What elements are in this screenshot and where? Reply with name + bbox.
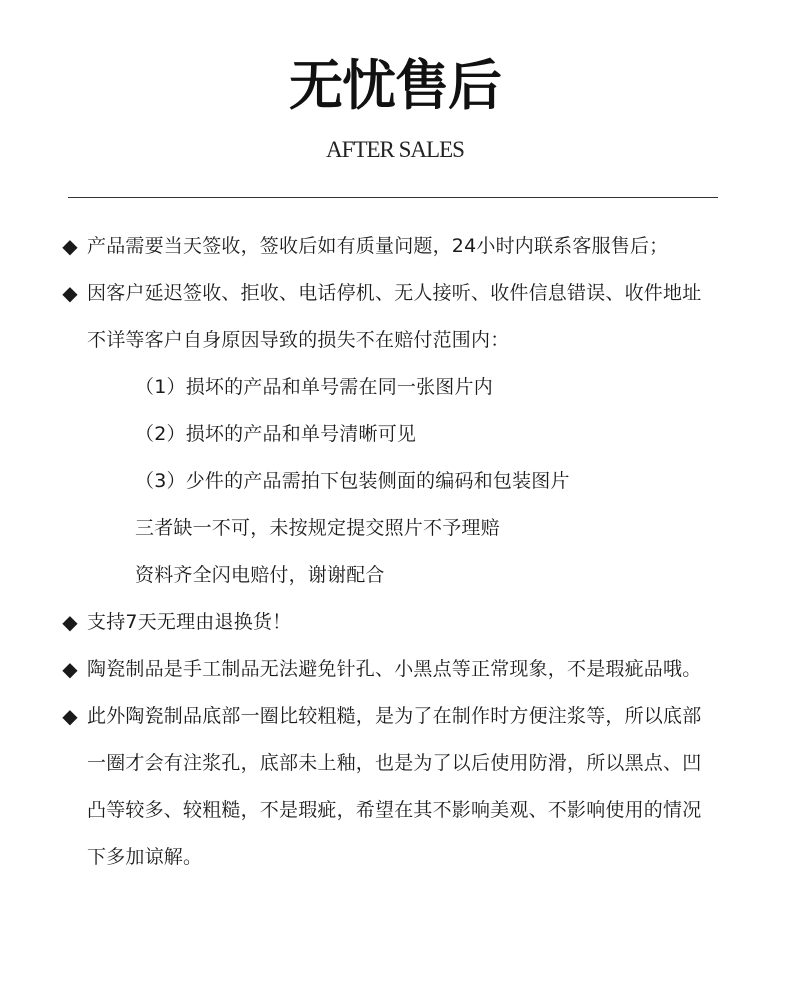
policy-item-returns xyxy=(0,599,720,646)
divider xyxy=(68,197,718,198)
policy-item-ceramic-defects xyxy=(0,646,720,693)
diamond-bullet-icon: ◆ xyxy=(62,234,78,258)
claim-requirement-3: （3）少件的产品需拍下包装侧面的编码和包装图片 xyxy=(135,470,570,492)
claim-requirement-1: （1）损坏的产品和单号需在同一张图片内 xyxy=(135,376,493,398)
page-title: 无忧售后 xyxy=(289,53,501,117)
policy-item-sign-receipt xyxy=(0,223,720,270)
claim-note-required: 三者缺一不可，未按规定提交照片不予理赔 xyxy=(135,517,500,539)
policy-item-text: 支持7天无理由退换货！ xyxy=(87,611,292,633)
diamond-bullet-icon: ◆ xyxy=(62,657,78,681)
claim-requirement-2: （2）损坏的产品和单号清晰可见 xyxy=(135,423,417,445)
diamond-bullet-icon: ◆ xyxy=(62,610,78,634)
policy-item-text: 因客户延迟签收、拒收、电话停机、无人接听、收件信息错误、收件地址不详等客户自身原因导致的损失不在赔付范围内： xyxy=(87,282,702,351)
page-subtitle: AFTER SALES xyxy=(326,137,464,162)
after-sales-policy xyxy=(0,223,790,881)
policy-item-ceramic-base xyxy=(0,693,720,881)
policy-item-text: 此外陶瓷制品底部一圈比较粗糙，是为了在制作时方便注浆等，所以底部一圈才会有注浆孔，底部未上釉，也是为了以后使用防滑，所以黑点、凹凸等较多、较粗糙，不是瑕疵，希望在其不影响美观、不影响使用的情况下多加谅解。 xyxy=(87,705,702,868)
policy-item-exclusions xyxy=(0,270,720,364)
policy-item-text: 陶瓷制品是手工制品无法避免针孔、小黑点等正常现象，不是瑕疵品哦。 xyxy=(87,658,702,680)
diamond-bullet-icon: ◆ xyxy=(62,704,78,728)
diamond-bullet-icon: ◆ xyxy=(62,281,78,305)
policy-item-text: 产品需要当天签收，签收后如有质量问题，24小时内联系客服售后； xyxy=(87,235,669,257)
claim-note-fast-payout: 资料齐全闪电赔付，谢谢配合 xyxy=(135,564,385,586)
